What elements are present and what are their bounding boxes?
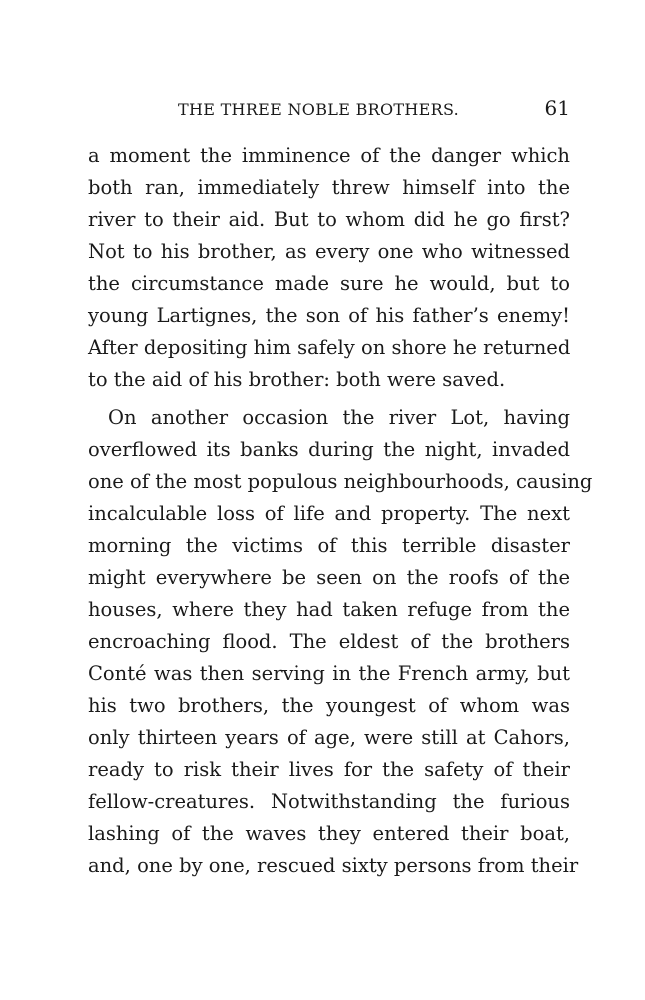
text-line: one of the most populous neighbourhoods, causing [88, 470, 593, 493]
text-line: his two brothers, the youngest of whom was [88, 694, 570, 717]
text-line: river to their aid. But to whom did he go first? [88, 208, 570, 231]
text-line: houses, where they had taken refuge from the [88, 598, 570, 621]
text-line: to the aid of his brother: both were saved. [88, 368, 506, 391]
text-line: might everywhere be seen on the roofs of the [88, 566, 570, 589]
text-line: a moment the imminence of the danger which [88, 144, 570, 167]
text-line: ready to risk their lives for the safety of their [88, 758, 570, 781]
paragraph-1 [88, 140, 570, 396]
running-head [88, 96, 570, 126]
running-title: THE THREE NOBLE BROTHERS. [178, 100, 460, 119]
text-line: lashing of the waves they entered their boat, [88, 822, 570, 845]
text-line: incalculable loss of life and property. The next [88, 502, 570, 525]
text-line: and, one by one, rescued sixty persons from their [88, 854, 579, 877]
text-line: morning the victims of this terrible disaster [88, 534, 570, 557]
body-text [88, 140, 593, 882]
text-line: On another occasion the river Lot, having [108, 406, 570, 429]
text-line: encroaching flood. The eldest of the brothers [88, 630, 570, 653]
text-line: the circumstance made sure he would, but to [88, 272, 570, 295]
page-number: 61 [544, 96, 570, 120]
text-line: both ran, immediately threw himself into the [88, 176, 570, 199]
text-line: Conté was then serving in the French army, but [88, 662, 570, 685]
text-line: fellow-creatures. Notwithstanding the furious [88, 790, 570, 813]
text-line: After depositing him safely on shore he returned [88, 336, 571, 359]
text-line: only thirteen years of age, were still at Cahors, [88, 726, 570, 749]
text-line: Not to his brother, as every one who witnessed [88, 240, 570, 263]
paragraph-2 [88, 402, 593, 882]
text-line: overflowed its banks during the night, invaded [88, 438, 570, 461]
text-line: young Lartignes, the son of his father’s enemy! [88, 304, 570, 327]
